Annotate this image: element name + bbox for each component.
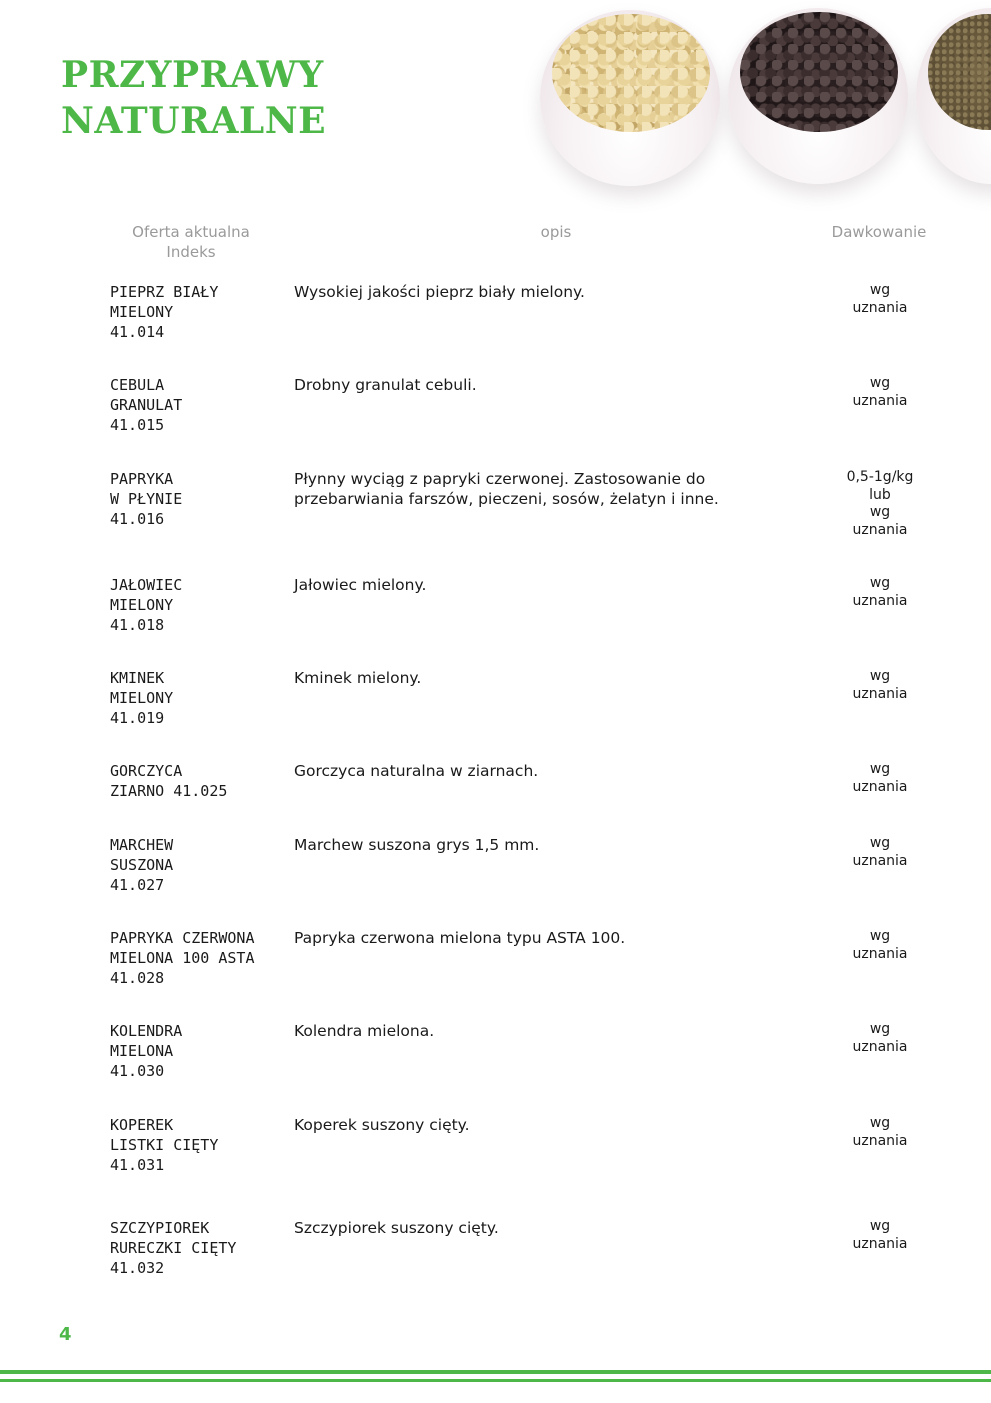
row-description: Marchew suszona grys 1,5 mm. bbox=[294, 836, 540, 854]
row-description: Gorczyca naturalna w ziarnach. bbox=[294, 762, 539, 780]
page-title-line-1: PRZYPRAWY bbox=[61, 54, 324, 96]
row-description: Jałowiec mielony. bbox=[294, 576, 427, 594]
row-index: SZCZYPIOREK RURECZKI CIĘTY 41.032 bbox=[110, 1219, 237, 1277]
row-dosage: wg uznania bbox=[852, 928, 908, 962]
page-title-line-2: NATURALNE bbox=[61, 100, 327, 142]
header-index-line-1: Oferta aktualna bbox=[132, 223, 250, 241]
black-pepper-grains bbox=[740, 12, 898, 132]
row-index: PAPRYKA W PŁYNIE 41.016 bbox=[110, 470, 183, 528]
row-index: PIEPRZ BIAŁY MIELONY 41.014 bbox=[110, 283, 219, 341]
footer-line-top bbox=[0, 1370, 991, 1374]
row-index: PAPRYKA CZERWONA MIELONA 100 ASTA 41.028 bbox=[110, 929, 255, 987]
row-dosage: wg uznania bbox=[852, 575, 908, 609]
row-dosage: wg uznania bbox=[852, 1115, 908, 1149]
footer-line-bottom bbox=[0, 1379, 991, 1382]
row-description: Szczypiorek suszony cięty. bbox=[294, 1219, 499, 1237]
row-dosage: wg uznania bbox=[852, 375, 908, 409]
row-dosage: wg uznania bbox=[852, 761, 908, 795]
row-dosage: 0,5-1g/kg lub wg uznania bbox=[846, 469, 914, 538]
page-number: 4 bbox=[59, 1324, 72, 1345]
row-index: KMINEK MIELONY 41.019 bbox=[110, 669, 174, 727]
row-index: GORCZYCA ZIARNO 41.025 bbox=[110, 762, 228, 800]
row-dosage: wg uznania bbox=[852, 1218, 908, 1252]
row-index: CEBULA GRANULAT 41.015 bbox=[110, 376, 183, 434]
header-index-line-2: Indeks bbox=[166, 243, 216, 261]
row-description: Kolendra mielona. bbox=[294, 1022, 435, 1040]
header-index bbox=[110, 222, 272, 262]
row-dosage: wg uznania bbox=[852, 835, 908, 869]
row-index: JAŁOWIEC MIELONY 41.018 bbox=[110, 576, 183, 634]
row-description: Papryka czerwona mielona typu ASTA 100. bbox=[294, 929, 626, 947]
header-description: opis bbox=[540, 223, 572, 241]
row-description: Płynny wyciąg z papryki czerwonej. Zastosowanie do przebarwiania farszów, pieczeni, sosów, żelatyn i inne. bbox=[294, 470, 719, 508]
row-index: KOLENDRA MIELONA 41.030 bbox=[110, 1022, 183, 1080]
row-index: MARCHEW SUSZONA 41.027 bbox=[110, 836, 174, 894]
header-dosage: Dawkowanie bbox=[831, 223, 927, 241]
row-dosage: wg uznania bbox=[852, 282, 908, 316]
row-description: Koperek suszony cięty. bbox=[294, 1116, 470, 1134]
row-description: Wysokiej jakości pieprz biały mielony. bbox=[294, 283, 585, 301]
white-pepper-grains bbox=[552, 14, 710, 132]
page-title bbox=[61, 52, 326, 144]
row-description: Drobny granulat cebuli. bbox=[294, 376, 477, 394]
row-description: Kminek mielony. bbox=[294, 669, 422, 687]
row-dosage: wg uznania bbox=[852, 668, 908, 702]
row-dosage: wg uznania bbox=[852, 1021, 908, 1055]
row-index: KOPEREK LISTKI CIĘTY 41.031 bbox=[110, 1116, 219, 1174]
